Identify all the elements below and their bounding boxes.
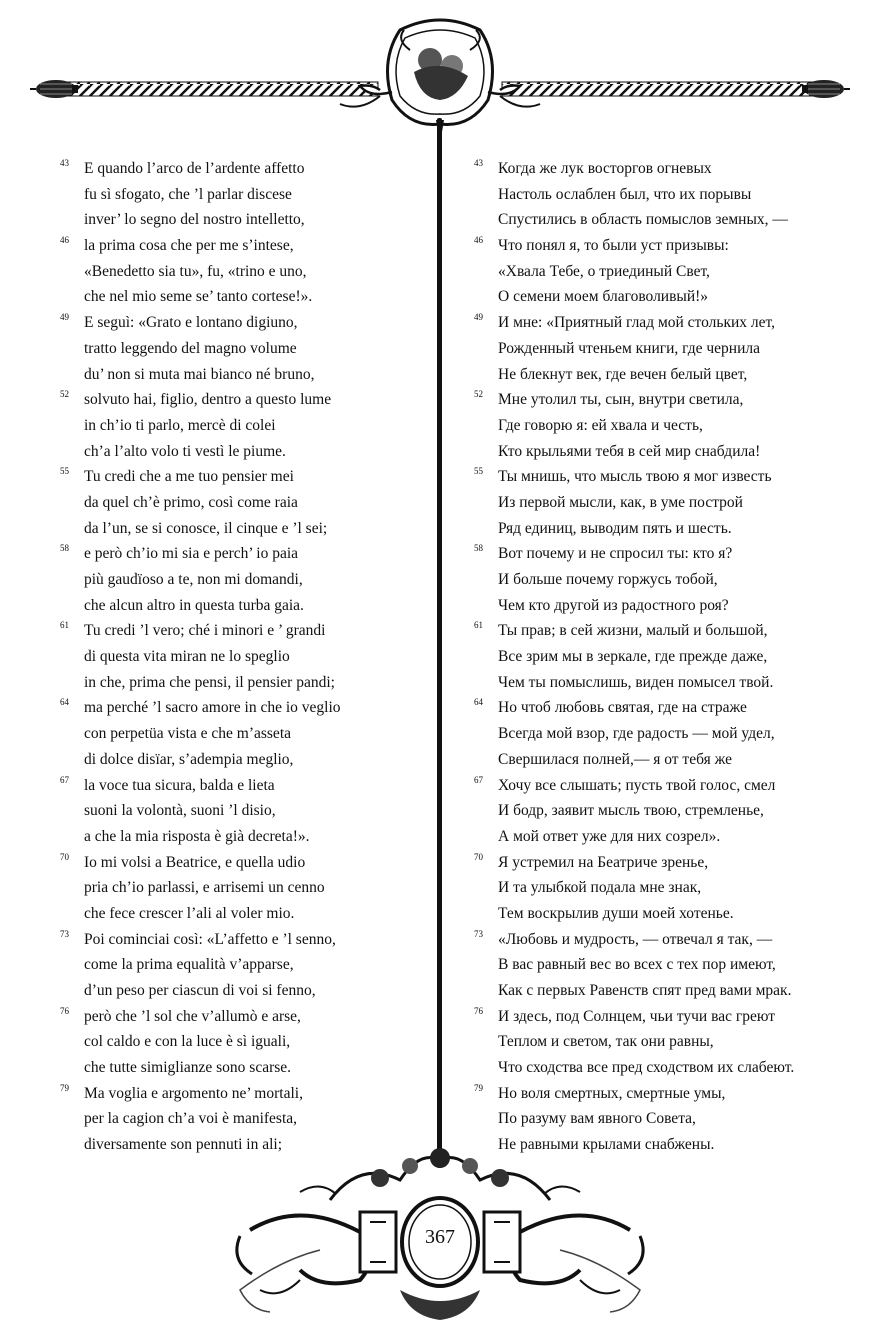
verse-line: in ch’io ti parlo, mercè di colei bbox=[84, 416, 276, 434]
verse-line: Из первой мысли, как, в уме построй bbox=[498, 493, 743, 511]
verse-line: e però ch’io mi sia e perch’ io paia bbox=[84, 545, 299, 563]
verse-line: Tu credi ’l vero; ché i minori e ’ grandi bbox=[84, 622, 326, 640]
verse-number: 52 bbox=[60, 389, 69, 400]
verse-line: che tutte simiglianze sono scarse. bbox=[84, 1059, 292, 1077]
verse-line: diversamente son pennuti in ali; bbox=[84, 1136, 283, 1154]
verse-line: И бодр, заявит мысль твою, стремленье, bbox=[498, 802, 764, 820]
verse-line: Чем кто другой из радостного роя? bbox=[498, 596, 729, 614]
verse-number: 76 bbox=[474, 1005, 483, 1016]
verse-line: И мне: «Приятный глад мой стольких лет, bbox=[498, 314, 776, 332]
verse-line: Вот почему и не спросил ты: кто я? bbox=[498, 545, 733, 563]
verse-number: 73 bbox=[474, 928, 483, 939]
verse-line: E seguì: «Grato e lontano digiuno, bbox=[84, 314, 298, 332]
tercet bbox=[474, 541, 838, 618]
verse-number: 43 bbox=[60, 158, 69, 168]
verse-line: Но воля смертных, смертные умы, bbox=[498, 1084, 726, 1102]
tercet bbox=[60, 387, 424, 464]
tercet bbox=[60, 464, 424, 541]
verse-line: Хочу все слышать; пусть твой голос, смел bbox=[498, 776, 776, 794]
verse-line: Чем ты помыслишь, виден помысел твой. bbox=[498, 673, 774, 691]
verse-line: Настоль ослаблен был, что их порывы bbox=[498, 185, 752, 203]
verse-number: 67 bbox=[474, 774, 483, 785]
verse-line: Io mi volsi a Beatrice, e quella udio bbox=[84, 853, 306, 871]
verse-line: ma perché ’l sacro amore in che io veglio bbox=[84, 699, 341, 717]
tercet bbox=[474, 773, 838, 850]
tercet bbox=[474, 1004, 838, 1081]
verse-line: А мой ответ уже для них созрел». bbox=[498, 827, 721, 845]
verse-line: per la cagion ch’a voi è manifesta, bbox=[84, 1110, 298, 1128]
tercet bbox=[474, 233, 838, 310]
verse-line: ch’a l’alto volo ti vestì le piume. bbox=[84, 442, 286, 460]
tercet bbox=[474, 927, 838, 1004]
verse-line: О семени моем благоволивый!» bbox=[498, 288, 709, 306]
verse-line: come la prima equalità v’apparse, bbox=[84, 956, 294, 974]
verse-line: di dolce disïar, s’adempia meglio, bbox=[84, 750, 294, 768]
verse-line: Ma voglia e argomento ne’ mortali, bbox=[84, 1084, 303, 1102]
cherub-cartouche-icon bbox=[340, 20, 540, 132]
tercet bbox=[474, 156, 838, 233]
tercet bbox=[474, 464, 838, 541]
verse-number: 70 bbox=[60, 851, 69, 862]
verse-line: По разуму вам явного Совета, bbox=[498, 1110, 696, 1128]
tercet bbox=[60, 1004, 424, 1081]
tercet bbox=[60, 618, 424, 695]
verse-line: fu sì sfogato, che ’l parlar discese bbox=[84, 185, 292, 203]
verse-line: Кто крыльями тебя в сей мир снабдила! bbox=[498, 442, 761, 460]
verse-line: pria ch’io parlassi, e arrisemi un cenno bbox=[84, 879, 325, 897]
tercet bbox=[60, 541, 424, 618]
tercet bbox=[60, 310, 424, 387]
verse-line: da quel ch’è primo, così come raia bbox=[84, 493, 298, 511]
verse-number: 76 bbox=[60, 1005, 69, 1016]
verse-line: Теплом и светом, так они равны, bbox=[498, 1033, 714, 1051]
verse-line: Ряд единиц, выводим пять и шесть. bbox=[498, 519, 732, 537]
verse-line: inver’ lo segno del nostro intelletto, bbox=[84, 211, 305, 229]
verse-line: da l’un, se si conosce, il cinque e ’l sei; bbox=[84, 519, 328, 537]
tercet bbox=[474, 618, 838, 695]
verse-line: suoni la volontà, suoni ’l disio, bbox=[84, 802, 276, 820]
verse-line: Но чтоб любовь святая, где на страже bbox=[498, 699, 747, 717]
verse-line: И здесь, под Солнцем, чьи тучи вас греют bbox=[498, 1007, 775, 1025]
tercet bbox=[60, 850, 424, 927]
verse-line: però che ’l sol che v’allumò e arse, bbox=[84, 1007, 301, 1025]
verse-line: d’un peso per ciascun di voi si fenno, bbox=[84, 982, 316, 999]
verse-line: in che, prima che pensi, il pensier pandi; bbox=[84, 673, 335, 691]
verse-line: Что сходства все пред сходством их слабеют. bbox=[498, 1059, 795, 1077]
italian-column bbox=[60, 156, 424, 1158]
rope-rule-left bbox=[68, 82, 378, 96]
verse-number: 70 bbox=[474, 851, 483, 862]
verse-line: Я устремил на Беатриче зренье, bbox=[498, 853, 709, 871]
verse-line: Ты прав; в сей жизни, малый и большой, bbox=[498, 622, 768, 640]
verse-line: du’ non si muta mai bianco né bruno, bbox=[84, 365, 315, 383]
verse-line: con perpetüa vista e che m’asseta bbox=[84, 725, 292, 743]
verse-line: che nel mio seme se’ tanto cortese!». bbox=[84, 288, 313, 306]
tercet bbox=[60, 156, 424, 233]
verse-line: la prima cosa che per me s’intese, bbox=[84, 237, 294, 255]
verse-line: di questa vita miran ne lo speglio bbox=[84, 648, 290, 666]
verse-line: che alcun altro in questa turba gaia. bbox=[84, 596, 304, 614]
page-number: 367 bbox=[425, 1226, 455, 1248]
verse-number: 61 bbox=[60, 620, 69, 631]
verse-line: Все зрим мы в зеркале, где прежде даже, bbox=[498, 648, 768, 666]
verse-number: 49 bbox=[474, 312, 483, 323]
verse-line: Как с первых Равенств спят пред вами мрак. bbox=[498, 982, 792, 999]
tercet bbox=[474, 695, 838, 772]
verse-line: И больше почему горжусь тобой, bbox=[498, 571, 718, 588]
verse-line: Что понял я, то были уст призывы: bbox=[498, 237, 729, 255]
verse-number: 43 bbox=[474, 158, 483, 168]
verse-line: la voce tua sicura, balda e lieta bbox=[84, 776, 275, 794]
tercet bbox=[60, 927, 424, 1004]
verse-line: Когда же лук восторгов огневых bbox=[498, 160, 712, 177]
verse-line: Ты мнишь, что мысль твою я мог известь bbox=[498, 468, 772, 486]
verse-line: col caldo e con la luce è sì iguali, bbox=[84, 1033, 291, 1051]
verse-line: Спустились в область помыслов земных, — bbox=[498, 211, 788, 229]
tercet bbox=[60, 233, 424, 310]
tercet bbox=[60, 695, 424, 772]
verse-number: 58 bbox=[60, 543, 69, 554]
rope-rule-right bbox=[502, 82, 812, 96]
verse-line: Свершилася полней,— я от тебя же bbox=[498, 750, 732, 768]
verse-line: a che la mia risposta è già decreta!». bbox=[84, 827, 310, 845]
verse-line: Тем воскрылив души моей хотенье. bbox=[498, 904, 734, 922]
verse-number: 52 bbox=[474, 389, 483, 400]
verse-line: И та улыбкой подала мне знак, bbox=[498, 879, 702, 897]
verse-number: 64 bbox=[60, 697, 69, 708]
verse-number: 55 bbox=[474, 466, 483, 477]
verse-number: 46 bbox=[474, 235, 483, 246]
column-divider bbox=[437, 118, 442, 1168]
verse-line: Всегда мой взор, где радость — мой удел, bbox=[498, 725, 775, 743]
verse-line: più gaudïoso a te, non mi domandi, bbox=[84, 571, 303, 588]
verse-line: Tu credi che a me tuo pensier mei bbox=[84, 468, 294, 486]
verse-line: tratto leggendo del magno volume bbox=[84, 339, 297, 357]
verse-line: Не равными крылами снабжены. bbox=[498, 1136, 715, 1154]
verse-number: 64 bbox=[474, 697, 483, 708]
russian-column bbox=[474, 156, 838, 1158]
verse-line: Мне утолил ты, сын, внутри светила, bbox=[498, 391, 744, 409]
verse-line: «Любовь и мудрость, — отвечал я так, — bbox=[498, 930, 773, 948]
verse-number: 61 bbox=[474, 620, 483, 631]
verse-line: Poi cominciai così: «L’affetto e ’l senno, bbox=[84, 930, 336, 948]
tercet bbox=[60, 773, 424, 850]
verse-line: che fece crescer l’ali al voler mio. bbox=[84, 904, 295, 922]
verse-line: Рожденный чтеньем книги, где чернила bbox=[498, 339, 761, 357]
verse-number: 67 bbox=[60, 774, 69, 785]
verse-line: В вас равный вес во всех с тех пор имеют, bbox=[498, 956, 776, 974]
verse-line: Не блекнут век, где вечен белый цвет, bbox=[498, 365, 748, 383]
verse-line: «Хвала Тебе, о триединый Свет, bbox=[498, 262, 710, 280]
verse-number: 55 bbox=[60, 466, 69, 477]
verse-line: «Benedetto sia tu», fu, «trino e uno, bbox=[84, 262, 307, 280]
verse-number: 79 bbox=[60, 1082, 69, 1093]
verse-number: 49 bbox=[60, 312, 69, 323]
verse-line: Где говорю я: ей хвала и честь, bbox=[498, 416, 703, 434]
verse-line: E quando l’arco de l’ardente affetto bbox=[84, 160, 305, 177]
tercet bbox=[474, 850, 838, 927]
tercet bbox=[474, 310, 838, 387]
verse-line: solvuto hai, figlio, dentro a questo lume bbox=[84, 391, 332, 409]
verse-number: 46 bbox=[60, 235, 69, 246]
verse-number: 58 bbox=[474, 543, 483, 554]
verse-number: 73 bbox=[60, 928, 69, 939]
tercet bbox=[474, 387, 838, 464]
verse-number: 79 bbox=[474, 1082, 483, 1093]
